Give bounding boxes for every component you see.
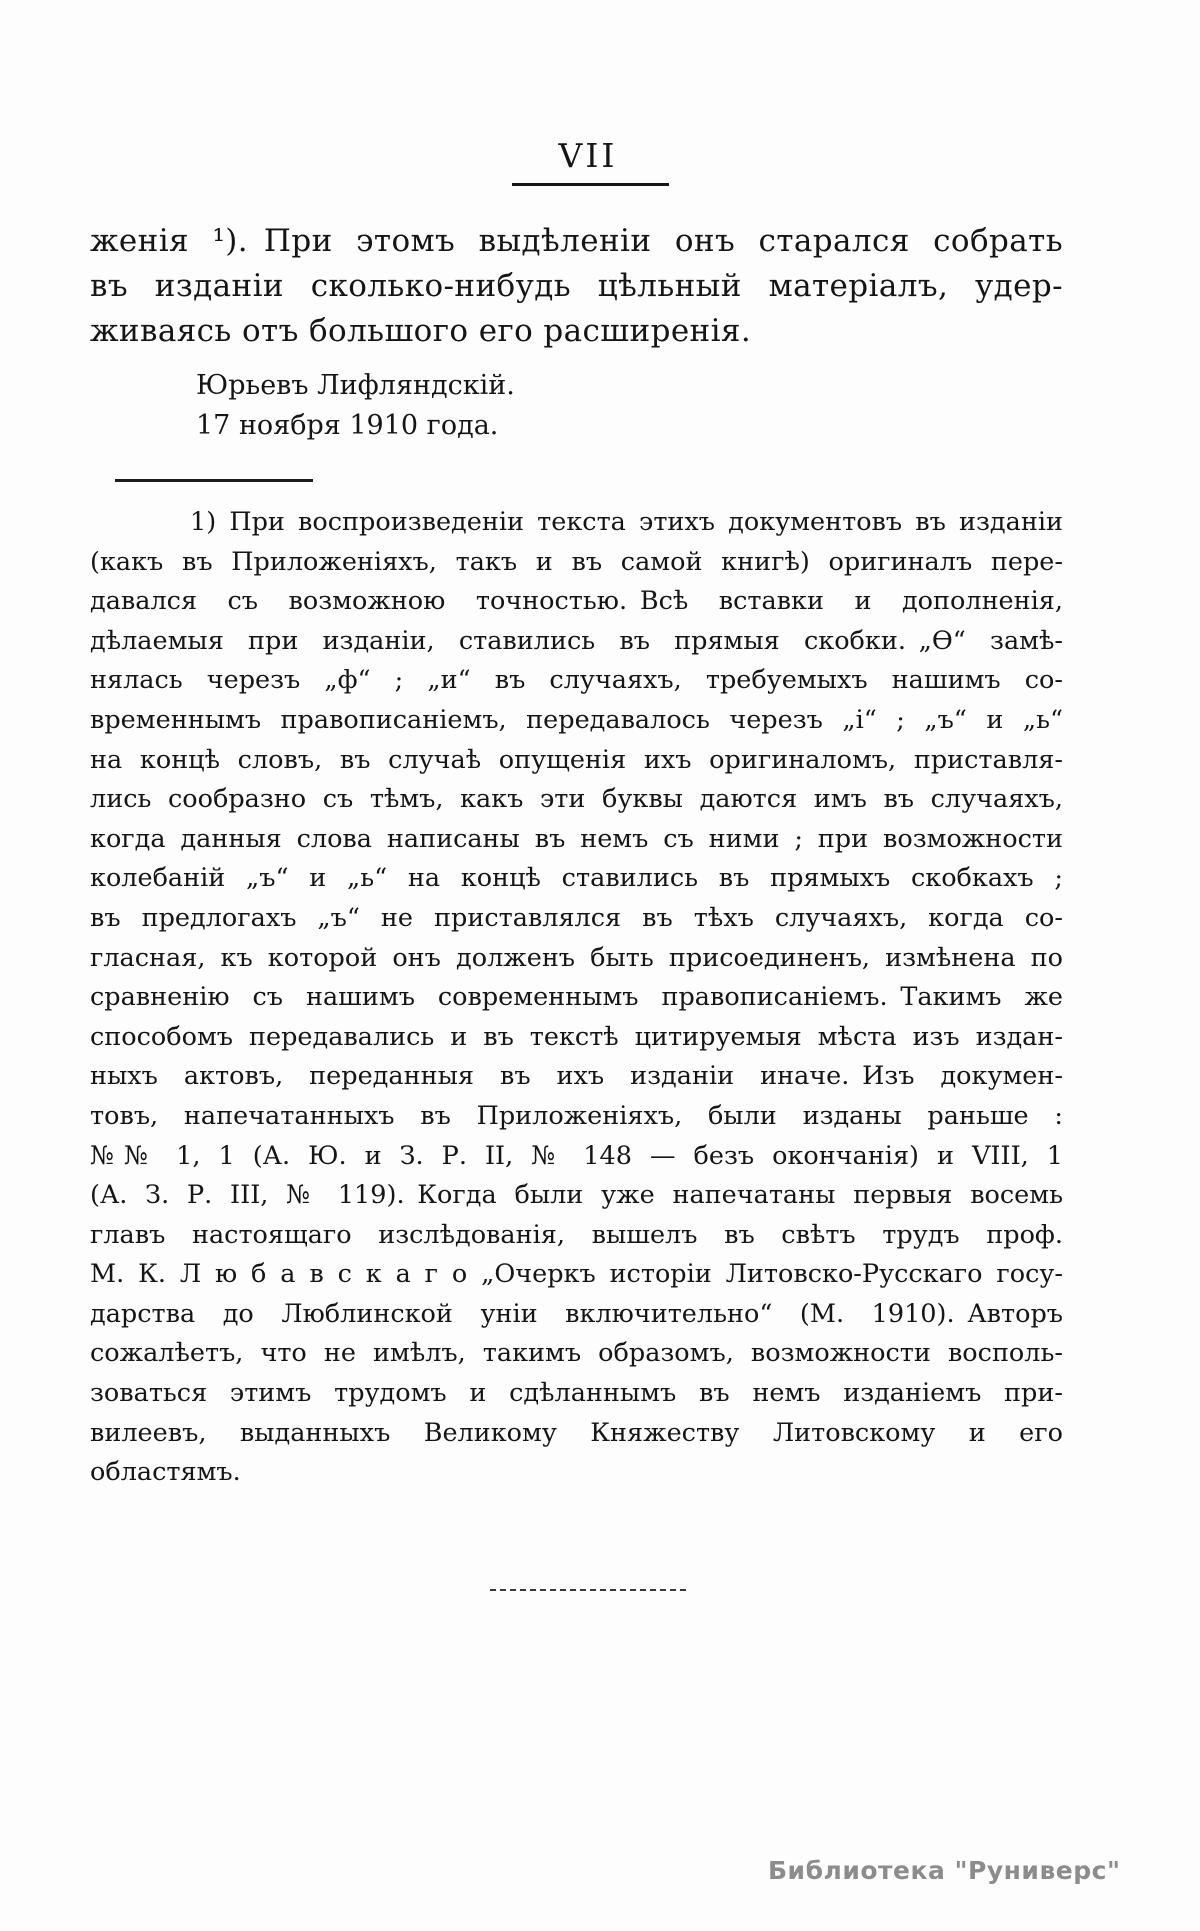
footnote-line: на концѣ словъ, въ случаѣ опущенія ихъ оригиналомъ, приставля- bbox=[90, 744, 1063, 775]
footnote-line: главъ настоящаго изслѣдованія, вышелъ въ свѣтъ трудъ проф. bbox=[90, 1219, 1063, 1250]
footnote-line: лись сообразно съ тѣмъ, какъ эти буквы даются имъ въ случаяхъ, bbox=[90, 784, 1063, 815]
footnote-line: 1) При воспроизведеніи текста этихъ документовъ въ изданіи bbox=[190, 507, 1063, 537]
footnote-line: гласная, къ которой онъ долженъ быть присоединенъ, измѣнена по bbox=[90, 942, 1063, 973]
end-of-text-dashed-divider bbox=[490, 1589, 686, 1591]
footnote-line: дарства до Люблинской уніи включительно“ (М. 1910). Авторъ bbox=[90, 1298, 1063, 1329]
footnote-line: (А. З. Р. III, № 119). Когда были уже напечатаны первыя восемь bbox=[90, 1180, 1063, 1211]
footnote-line: (какъ въ Приложеніяхъ, такъ и въ самой книгѣ) оригиналъ пере- bbox=[90, 546, 1063, 577]
footnote-line: давался съ возможною точностью. Всѣ вставки и дополненія, bbox=[90, 586, 1063, 617]
footnote-line: нялась черезъ „ф“ ; „и“ въ случаяхъ, требуемыхъ нашимъ со- bbox=[90, 665, 1063, 696]
footnote-line: вилеевъ, выданныхъ Великому Княжеству Литовскому и его bbox=[90, 1417, 1063, 1448]
footnote-paragraph bbox=[90, 503, 1063, 1493]
signature-date: 17 ноября 1910 года. bbox=[196, 410, 499, 441]
footnote-line: временнымъ правописаніемъ, передавалось черезъ „і“ ; „ъ“ и „ь“ bbox=[90, 704, 1063, 735]
footnote-line: колебаній „ъ“ и „ь“ на концѣ ставились въ прямыхъ скобкахъ ; bbox=[90, 863, 1063, 894]
footnote-line: когда данныя слова написаны въ немъ съ ними ; при возможности bbox=[90, 823, 1063, 854]
footnote-line: товъ, напечатанныхъ въ Приложеніяхъ, были изданы раньше : bbox=[90, 1100, 1063, 1131]
page-number-underline bbox=[512, 183, 669, 186]
intro-line: въ изданіи сколько-нибудь цѣльный матеріалъ, удер- bbox=[90, 268, 1063, 304]
footnote-line: №№ 1, 1 (А. Ю. и З. Р. II, № 148 — безъ окончанія) и VIII, 1 bbox=[90, 1140, 1063, 1171]
footnote-line: ныхъ актовъ, переданныя въ ихъ изданіи иначе. Изъ докумен- bbox=[90, 1061, 1063, 1092]
page-number: VII bbox=[558, 136, 618, 175]
footnote-divider-rule bbox=[115, 479, 313, 482]
signature-place: Юрьевъ Лифляндскій. bbox=[196, 370, 515, 401]
intro-line: живаясь отъ большого его расширенія. bbox=[90, 313, 752, 349]
intro-line: женія ¹). При этомъ выдѣленіи онъ старался собрать bbox=[90, 223, 1063, 259]
signature-block bbox=[196, 366, 515, 446]
footnote-line: сравненію съ нашимъ современнымъ правописаніемъ. Такимъ же bbox=[90, 982, 1063, 1013]
footnote-line: М. К. Л ю б а в с к а г о „Очеркъ исторіи Литовско-Русскаго госу- bbox=[90, 1259, 1063, 1290]
footnote-line: областямъ. bbox=[90, 1457, 241, 1488]
footnote-line: въ предлогахъ „ъ“ не приставлялся въ тѣхъ случаяхъ, когда со- bbox=[90, 902, 1063, 933]
footnote-line: способомъ передавались и въ текстѣ цитируемыя мѣста изъ издан- bbox=[90, 1021, 1063, 1052]
footnote-line: сожалѣетъ, что не имѣлъ, такимъ образомъ, возможности восполь- bbox=[90, 1338, 1063, 1369]
intro-paragraph bbox=[90, 219, 1063, 354]
footnote-line: зоваться этимъ трудомъ и сдѣланнымъ въ немъ изданіемъ при- bbox=[90, 1378, 1063, 1409]
footnote-line: дѣлаемыя при изданіи, ставились въ прямыя скобки. „Ѳ“ замѣ- bbox=[90, 625, 1063, 656]
watermark-text: Библиотека "Руниверс" bbox=[768, 1856, 1121, 1885]
